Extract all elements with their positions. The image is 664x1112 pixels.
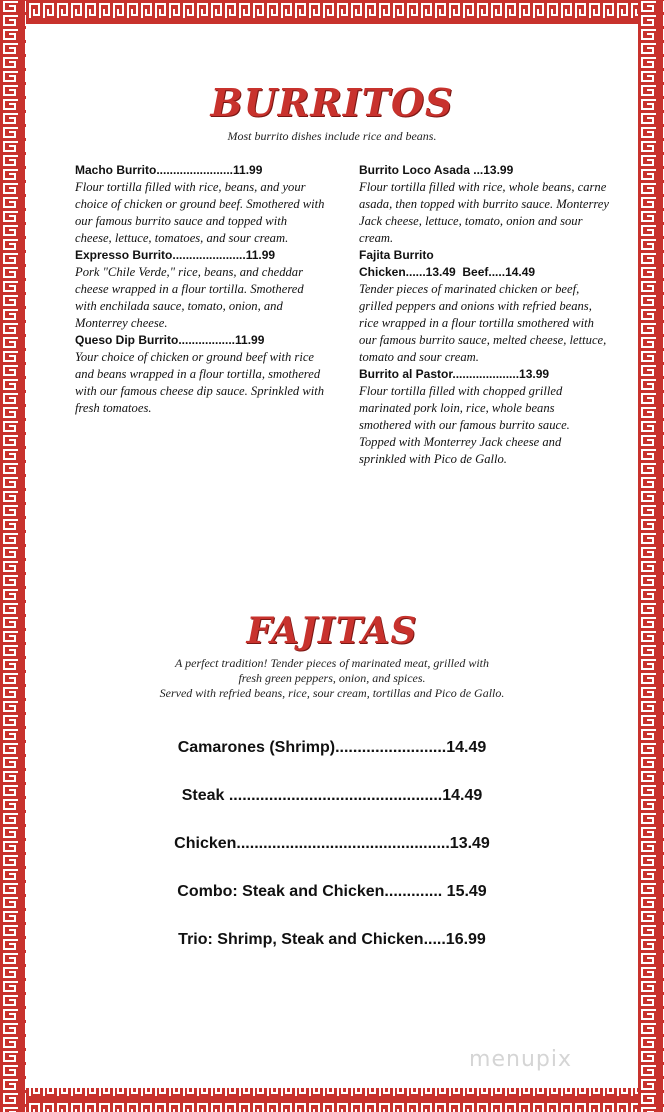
fajita-item: Trio: Shrimp, Steak and Chicken.....16.99 xyxy=(178,931,486,948)
item-name-price: Burrito al Pastor....................13.99 xyxy=(359,367,550,381)
item-description: Pork "Chile Verde," rice, beans, and cheddar cheese wrapped in a flour tortilla. Smothered with enchilada sauce, tomato, onion, and Monterrey cheese. xyxy=(75,265,304,330)
item-description: Flour tortilla filled with chopped grilled marinated pork loin, rice, whole beans smothered with our famous burrito sauce. Topped with Monterrey Jack cheese and sprinkled with Pico de Gallo. xyxy=(359,384,570,466)
menu-item xyxy=(75,332,325,417)
fajita-item: Chicken................................................13.49 xyxy=(174,835,490,852)
item-prices: Chicken......13.49 Beef.....14.49 xyxy=(359,265,536,279)
fajita-item: Steak ................................................14.49 xyxy=(181,787,483,804)
burritos-left-column xyxy=(75,162,325,417)
item-description: Flour tortilla filled with rice, whole beans, carne asada, then topped with burrito sauce. Monterrey Jack cheese, lettuce, tomato, onion and sour cream. xyxy=(359,180,609,245)
item-name-price: Queso Dip Burrito.................11.99 xyxy=(75,333,265,347)
fajitas-subtitle xyxy=(30,656,634,701)
item-name: Fajita Burrito xyxy=(359,248,434,262)
item-name-price: Expresso Burrito......................11.99 xyxy=(75,248,276,262)
menu-item xyxy=(359,366,609,468)
fajitas-heading: FAJITAS xyxy=(246,610,418,652)
menu-item xyxy=(75,162,325,247)
item-description: Flour tortilla filled with rice, beans, and your choice of chicken or ground beef. Smothered with our famous burrito sauce and topped with cheese, lettuce, tomatoes, and sour cream. xyxy=(75,180,325,245)
fajitas-list xyxy=(30,738,634,978)
item-name-price: Macho Burrito.......................11.99 xyxy=(75,163,263,177)
menu-item xyxy=(75,247,325,332)
item-description: Your choice of chicken or ground beef with rice and beans wrapped in a flour tortilla, smothered with our famous cheese dip sauce. Sprinkled with fresh tomatoes. xyxy=(75,350,325,415)
subtitle-line: fresh green peppers, onion, and spices. xyxy=(238,671,426,685)
burritos-subtitle: Most burrito dishes include rice and beans. xyxy=(227,129,437,143)
fajita-item: Combo: Steak and Chicken............. 15.49 xyxy=(177,883,487,900)
burritos-heading: BURRITOS xyxy=(210,80,454,125)
fajita-item: Camarones (Shrimp).........................14.49 xyxy=(177,739,487,756)
menu-item xyxy=(359,162,609,247)
item-description: Tender pieces of marinated chicken or beef, grilled peppers and onions with refried beans, rice wrapped in a flour tortilla smothered with our famous burrito sauce, melted cheese, lettuce, tomato and sour cream. xyxy=(359,282,607,364)
subtitle-line: Served with refried beans, rice, sour cream, tortillas and Pico de Gallo. xyxy=(159,686,505,700)
menupix-watermark: menupix xyxy=(469,1047,572,1072)
item-name-price: Burrito Loco Asada ...13.99 xyxy=(359,163,514,177)
burritos-right-column xyxy=(359,162,609,468)
menu-page xyxy=(30,26,634,1082)
menu-item xyxy=(359,247,609,366)
subtitle-line: A perfect tradition! Tender pieces of marinated meat, grilled with xyxy=(175,656,489,670)
